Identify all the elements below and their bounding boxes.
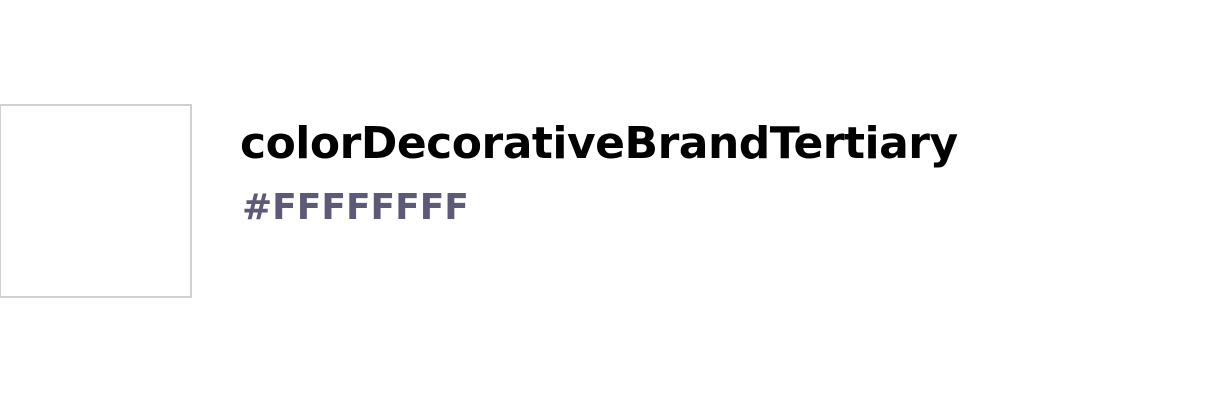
color-token-row [0,104,1206,297]
token-name: colorDecorativeBrandTertiary [240,118,958,169]
token-hex-value: #FFFFFFFF [242,187,469,228]
color-swatch [0,104,192,298]
